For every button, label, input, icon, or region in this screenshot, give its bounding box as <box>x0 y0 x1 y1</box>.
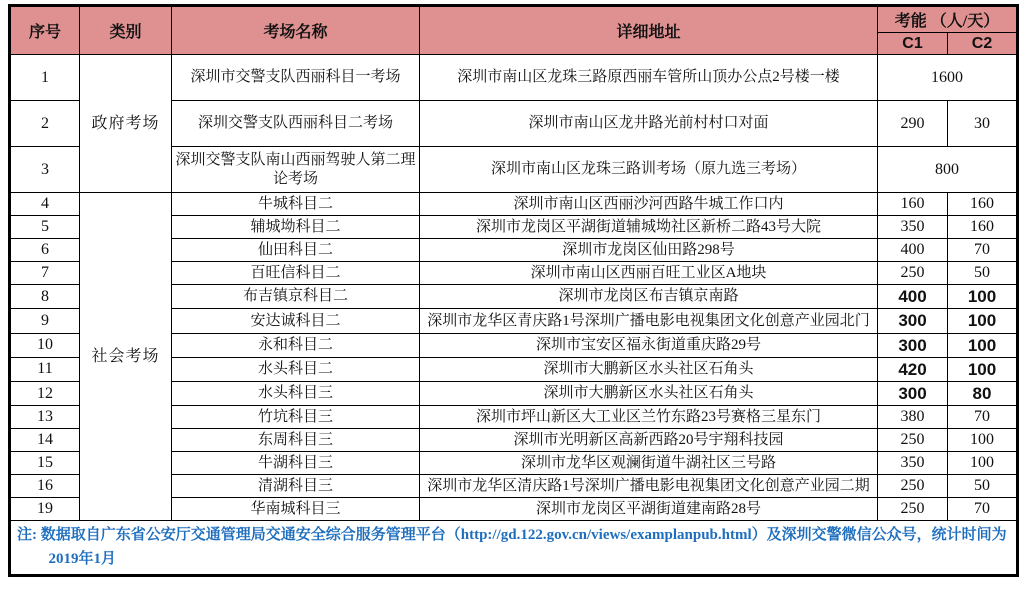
capacity-c1-cell: 350 <box>878 452 948 475</box>
row-seq: 10 <box>10 333 80 357</box>
capacity-c2-cell: 70 <box>948 406 1018 429</box>
row-seq: 14 <box>10 429 80 452</box>
venue-name-cell: 竹坑科目三 <box>172 406 420 429</box>
row-seq: 19 <box>10 498 80 521</box>
row-seq: 6 <box>10 239 80 262</box>
row-seq: 13 <box>10 406 80 429</box>
row-seq: 4 <box>10 193 80 216</box>
row-seq: 7 <box>10 262 80 285</box>
address-cell: 深圳市南山区西丽沙河西路牛城工作口内 <box>420 193 878 216</box>
table-body <box>10 55 1018 521</box>
capacity-c1-cell: 250 <box>878 475 948 498</box>
footnote-row <box>10 521 1018 576</box>
row-seq: 16 <box>10 475 80 498</box>
address-cell: 深圳市坪山新区大工业区兰竹东路23号赛格三星东门 <box>420 406 878 429</box>
capacity-c2-cell: 70 <box>948 239 1018 262</box>
header-capacity-group: 考能 （人/天） <box>878 6 1018 33</box>
row-seq: 2 <box>10 101 80 147</box>
capacity-c1-cell: 290 <box>878 101 948 147</box>
row-seq: 1 <box>10 55 80 101</box>
capacity-c2-cell: 100 <box>948 333 1018 357</box>
table-header <box>10 6 1018 55</box>
address-cell: 深圳市光明新区高新西路20号宇翔科技园 <box>420 429 878 452</box>
venue-name-cell: 牛城科目二 <box>172 193 420 216</box>
footnote-cell <box>10 521 1018 576</box>
capacity-c1-cell: 300 <box>878 309 948 333</box>
venue-name-cell: 水头科目二 <box>172 357 420 381</box>
address-cell: 深圳市龙岗区布吉镇京南路 <box>420 285 878 309</box>
row-seq: 5 <box>10 216 80 239</box>
capacity-c2-cell: 50 <box>948 262 1018 285</box>
venue-name-cell: 深圳交警支队南山西丽驾驶人第二理论考场 <box>172 147 420 193</box>
address-cell: 深圳市龙华区清庆路1号深圳广播电影电视集团文化创意产业园二期 <box>420 475 878 498</box>
header-venue-name: 考场名称 <box>172 6 420 55</box>
venue-name-cell: 深圳交警支队西丽科目二考场 <box>172 101 420 147</box>
address-cell: 深圳市南山区龙珠三路训考场（原九选三考场） <box>420 147 878 193</box>
table-row <box>10 193 1018 216</box>
capacity-c2-cell: 30 <box>948 101 1018 147</box>
capacity-c2-cell: 100 <box>948 309 1018 333</box>
address-cell: 深圳市南山区西丽百旺工业区A地块 <box>420 262 878 285</box>
exam-venues-table <box>8 4 1019 577</box>
capacity-c2-cell: 50 <box>948 475 1018 498</box>
capacity-c1-cell: 250 <box>878 429 948 452</box>
venue-name-cell: 永和科目二 <box>172 333 420 357</box>
venue-name-cell: 辅城坳科目二 <box>172 216 420 239</box>
address-cell: 深圳市龙岗区平湖街道建南路28号 <box>420 498 878 521</box>
venue-name-cell: 安达诚科目二 <box>172 309 420 333</box>
header-c1: C1 <box>878 33 948 55</box>
capacity-c2-cell: 100 <box>948 452 1018 475</box>
venue-name-cell: 百旺信科目二 <box>172 262 420 285</box>
venue-name-cell: 水头科目三 <box>172 382 420 406</box>
row-seq: 3 <box>10 147 80 193</box>
address-cell: 深圳市龙华区青庆路1号深圳广播电影电视集团文化创意产业园北门 <box>420 309 878 333</box>
capacity-c1-cell: 400 <box>878 285 948 309</box>
address-cell: 深圳市宝安区福永街道重庆路29号 <box>420 333 878 357</box>
capacity-c2-cell: 70 <box>948 498 1018 521</box>
capacity-c2-cell: 160 <box>948 193 1018 216</box>
address-cell: 深圳市大鹏新区水头社区石角头 <box>420 357 878 381</box>
venue-name-cell: 东周科目三 <box>172 429 420 452</box>
capacity-c1-cell: 300 <box>878 382 948 406</box>
header-c2: C2 <box>948 33 1018 55</box>
capacity-c1-cell: 400 <box>878 239 948 262</box>
venue-name-cell: 仙田科目二 <box>172 239 420 262</box>
venue-name-cell: 牛湖科目三 <box>172 452 420 475</box>
capacity-c2-cell: 160 <box>948 216 1018 239</box>
table-footer <box>10 521 1018 576</box>
capacity-c1-cell: 300 <box>878 333 948 357</box>
capacity-merged-cell: 800 <box>878 147 1018 193</box>
table-row <box>10 55 1018 101</box>
capacity-c2-cell: 80 <box>948 382 1018 406</box>
capacity-c1-cell: 380 <box>878 406 948 429</box>
capacity-c2-cell: 100 <box>948 285 1018 309</box>
capacity-c1-cell: 350 <box>878 216 948 239</box>
venue-name-cell: 华南城科目三 <box>172 498 420 521</box>
category-cell: 社会考场 <box>80 193 172 521</box>
capacity-c2-cell: 100 <box>948 429 1018 452</box>
capacity-c1-cell: 160 <box>878 193 948 216</box>
header-category: 类别 <box>80 6 172 55</box>
category-cell: 政府考场 <box>80 55 172 193</box>
row-seq: 8 <box>10 285 80 309</box>
venue-name-cell: 深圳市交警支队西丽科目一考场 <box>172 55 420 101</box>
address-cell: 深圳市龙岗区仙田路298号 <box>420 239 878 262</box>
address-cell: 深圳市南山区龙珠三路原西丽车管所山顶办公点2号楼一楼 <box>420 55 878 101</box>
footnote-text: 注: 数据取自广东省公安厅交通管理局交通安全综合服务管理平台（http://gd.122.gov.cn/views/examplanpub.html）及深圳交警微信公众号，统计时间为2019年1月 <box>17 527 1007 567</box>
address-cell: 深圳市南山区龙井路光前村村口对面 <box>420 101 878 147</box>
capacity-c2-cell: 100 <box>948 357 1018 381</box>
row-seq: 9 <box>10 309 80 333</box>
capacity-c1-cell: 250 <box>878 498 948 521</box>
address-cell: 深圳市大鹏新区水头社区石角头 <box>420 382 878 406</box>
venue-name-cell: 布吉镇京科目二 <box>172 285 420 309</box>
header-seq: 序号 <box>10 6 80 55</box>
header-address: 详细地址 <box>420 6 878 55</box>
capacity-merged-cell: 1600 <box>878 55 1018 101</box>
capacity-c1-cell: 250 <box>878 262 948 285</box>
address-cell: 深圳市龙岗区平湖街道辅城坳社区新桥二路43号大院 <box>420 216 878 239</box>
row-seq: 12 <box>10 382 80 406</box>
row-seq: 11 <box>10 357 80 381</box>
capacity-c1-cell: 420 <box>878 357 948 381</box>
address-cell: 深圳市龙华区观澜街道牛湖社区三号路 <box>420 452 878 475</box>
venue-name-cell: 清湖科目三 <box>172 475 420 498</box>
row-seq: 15 <box>10 452 80 475</box>
